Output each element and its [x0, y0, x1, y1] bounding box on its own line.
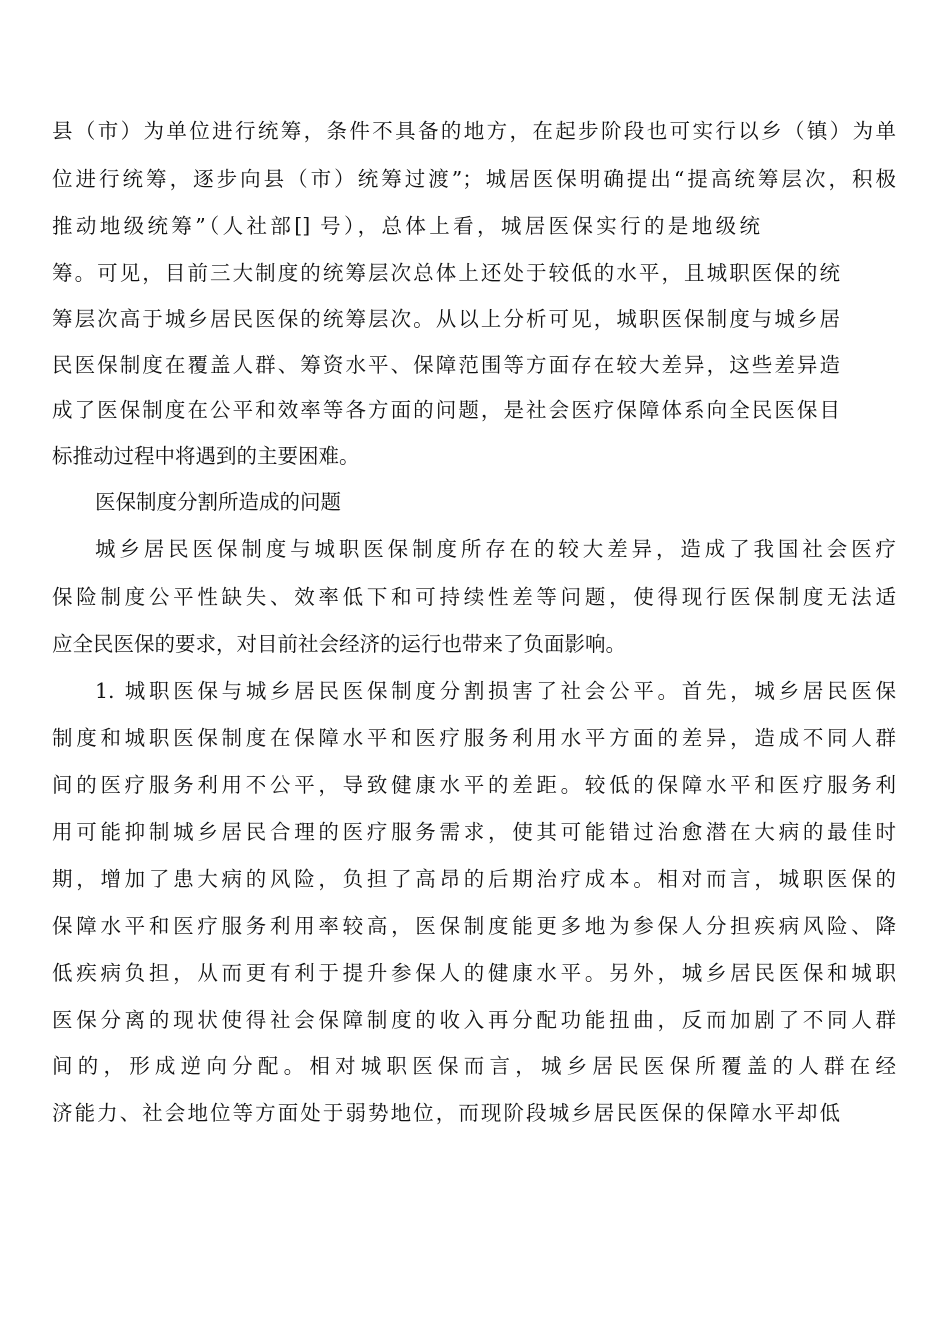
text-line: 推动地级统筹”（人社部[] 号），总体上看，城居医保实行的是地级统 [52, 214, 760, 238]
text-line: 民医保制度在覆盖人群、筹资水平、保障范围等方面存在较大差异，这些差异造 [52, 353, 840, 377]
text-line: 保险制度公平性缺失、效率低下和可持续性差等问题，使得现行医保制度无法适 [52, 585, 896, 609]
text-line: 成了医保制度在公平和效率等各方面的问题，是社会医疗保障体系向全民医保目 [52, 398, 840, 422]
text-line: 应全民医保的要求，对目前社会经济的运行也带来了负面影响。 [52, 632, 626, 656]
text-line: 期，增加了患大病的风险，负担了高昂的后期治疗成本。相对而言，城职医保的 [52, 867, 896, 891]
text-line: 济能力、社会地位等方面处于弱势地位，而现阶段城乡居民医保的保障水平却低 [52, 1101, 840, 1125]
text-line: 间的，形成逆向分配。相对城职医保而言，城乡居民医保所覆盖的人群在经 [52, 1054, 896, 1078]
section-heading: 医保制度分割所造成的问题 [95, 490, 341, 514]
text-line: 筹层次高于城乡居民医保的统筹层次。从以上分析可见，城职医保制度与城乡居 [52, 307, 840, 331]
text-line: 用可能抑制城乡居民合理的医疗服务需求，使其可能错过治愈潜在大病的最佳时 [52, 820, 896, 844]
text-line: 制度和城职医保制度在保障水平和医疗服务利用水平方面的差异，造成不同人群 [52, 726, 896, 750]
text-line: 县（市）为单位进行统筹，条件不具备的地方，在起步阶段也可实行以乡（镇）为单 [52, 119, 896, 143]
text-line: 城乡居民医保制度与城职医保制度所存在的较大差异，造成了我国社会医疗 [95, 537, 896, 561]
text-line: 标推动过程中将遇到的主要困难。 [52, 444, 360, 468]
text-line: 1. 城职医保与城乡居民医保制度分割损害了社会公平。首先，城乡居民医保 [95, 679, 896, 703]
text-line: 低疾病负担，从而更有利于提升参保人的健康水平。另外，城乡居民医保和城职 [52, 961, 896, 985]
text-line: 间的医疗服务利用不公平，导致健康水平的差距。较低的保障水平和医疗服务利 [52, 773, 896, 797]
text-line: 位进行统筹，逐步向县（市）统筹过渡”；城居医保明确提出“提高统筹层次，积极 [52, 167, 896, 191]
text-line: 保障水平和医疗服务利用率较高，医保制度能更多地为参保人分担疾病风险、降 [52, 914, 896, 938]
text-line: 筹。可见，目前三大制度的统筹层次总体上还处于较低的水平，且城职医保的统 [52, 261, 840, 285]
text-line: 医保分离的现状使得社会保障制度的收入再分配功能扭曲，反而加剧了不同人群 [52, 1008, 896, 1032]
